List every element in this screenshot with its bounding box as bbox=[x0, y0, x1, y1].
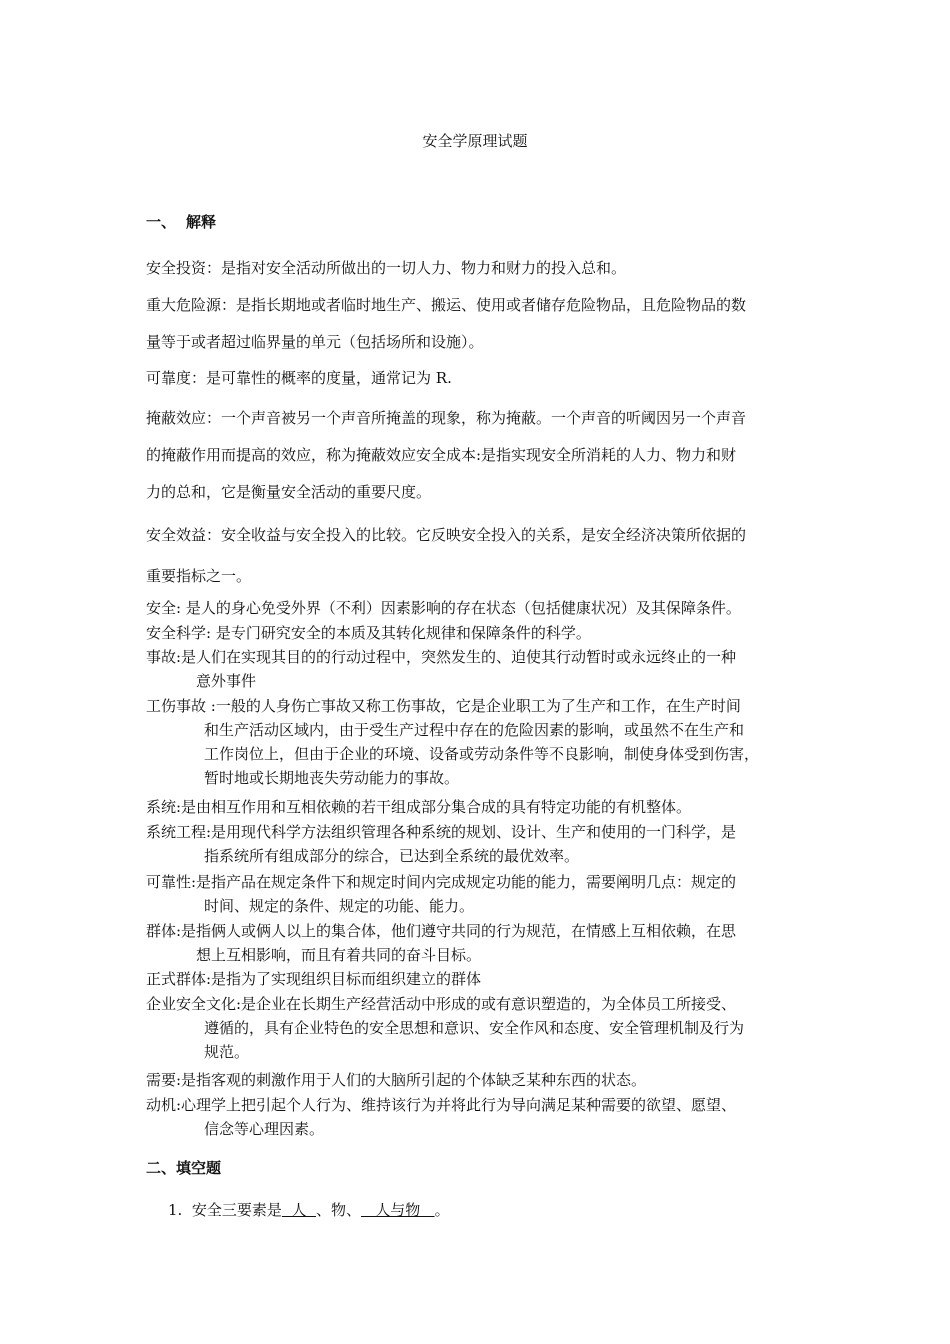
term-definition bbox=[146, 870, 811, 918]
term-definition bbox=[146, 919, 811, 967]
paragraph-line: 可靠度：是可靠性的概率的度量，通常记为 R. bbox=[146, 369, 452, 387]
definition-line: 群体:是指俩人或俩人以上的集合体，他们遵守共同的行为规范，在情感上互相依赖，在思 bbox=[146, 922, 737, 940]
definition-line: 可靠性:是指产品在规定条件下和规定时间内完成规定功能的能力，需要阐明几点：规定的 bbox=[146, 873, 737, 891]
definition-line: 安全: 是人的身心免受外界（不利）因素影响的存在状态（包括健康状况）及其保障条件。 bbox=[146, 599, 741, 617]
term-definition bbox=[146, 967, 811, 991]
fill-blank-answer: 人 bbox=[281, 1201, 316, 1219]
paragraph-line: 掩蔽效应：一个声音被另一个声音所掩盖的现象，称为掩蔽。一个声音的听阈因另一个声音 bbox=[146, 409, 747, 427]
section-number: 一、 bbox=[146, 213, 177, 231]
definition-line: 工作岗位上，但由于企业的环境、设备或劳动条件等不良影响，制使身体受到伤害， bbox=[204, 745, 760, 763]
definition-line: 信念等心理因素。 bbox=[204, 1120, 325, 1138]
paragraph-line: 重大危险源：是指长期地或者临时地生产、搬运、使用或者储存危险物品，且危险物品的数 bbox=[146, 296, 747, 314]
term-definition bbox=[146, 1068, 811, 1092]
definition-line: 正式群体:是指为了实现组织目标而组织建立的群体 bbox=[146, 970, 482, 988]
fill-blank-answer: 人与物 bbox=[360, 1201, 435, 1219]
definition-line: 工伤事故 :一般的人身伤亡事故又称工伤事故，它是企业职工为了生产和工作，在生产时间 bbox=[146, 697, 741, 715]
fill-item-1 bbox=[168, 1199, 450, 1221]
term-definition bbox=[146, 621, 811, 645]
term-definition bbox=[146, 694, 811, 790]
definition-paragraph bbox=[146, 517, 811, 595]
term-definition bbox=[146, 645, 811, 693]
definition-paragraph bbox=[146, 250, 811, 287]
definition-line: 系统:是由相互作用和互相依赖的若干组成部分集合成的具有特定功能的有机整体。 bbox=[146, 798, 692, 816]
paragraph-line: 安全效益：安全收益与安全投入的比较。它反映安全投入的关系，是安全经济决策所依据的 bbox=[146, 526, 747, 544]
definition-line: 指系统所有组成部分的综合，已达到全系统的最优效率。 bbox=[204, 847, 580, 865]
section-heading-fill-blank: 二、填空题 bbox=[146, 1159, 222, 1177]
definition-paragraph bbox=[146, 287, 811, 361]
section-heading-explanation bbox=[146, 211, 216, 233]
definition-line: 遵循的，具有企业特色的安全思想和意识、安全作风和态度、安全管理机制及行为 bbox=[204, 1019, 745, 1037]
definition-line: 动机:心理学上把引起个人行为、维持该行为并将此行为导向满足某种需要的欲望、愿望、 bbox=[146, 1096, 737, 1114]
term-definition bbox=[146, 596, 811, 620]
definition-paragraph bbox=[146, 400, 811, 511]
definition-line: 事故:是人们在实现其目的的行动过程中，突然发生的、迫使其行动暂时或永远终止的一种 bbox=[146, 648, 737, 666]
definition-line: 系统工程:是用现代科学方法组织管理各种系统的规划、设计、生产和使用的一门科学，是 bbox=[146, 823, 737, 841]
paragraph-line: 力的总和，它是衡量安全活动的重要尺度。 bbox=[146, 483, 432, 501]
section-label: 解释 bbox=[186, 213, 217, 231]
term-definition bbox=[146, 992, 811, 1064]
fill-item-middle: 、物、 bbox=[315, 1201, 361, 1219]
paragraph-line: 的掩蔽作用而提高的效应，称为掩蔽效应安全成本:是指实现安全所消耗的人力、物力和财 bbox=[146, 446, 737, 464]
term-definition bbox=[146, 795, 811, 819]
definition-line: 时间、规定的条件、规定的功能、能力。 bbox=[204, 897, 475, 915]
fill-item-number: 1. bbox=[168, 1201, 183, 1219]
definition-line: 规范。 bbox=[204, 1043, 250, 1061]
definition-line: 意外事件 bbox=[196, 672, 257, 690]
page-title: 安全学原理试题 bbox=[422, 132, 528, 150]
definition-line: 安全科学: 是专门研究安全的本质及其转化规律和保障条件的科学。 bbox=[146, 624, 591, 642]
term-definition bbox=[146, 1093, 811, 1141]
fill-item-prefix: 安全三要素是 bbox=[191, 1201, 282, 1219]
term-definition bbox=[146, 820, 811, 868]
paragraph-line: 量等于或者超过临界量的单元（包括场所和设施）。 bbox=[146, 333, 484, 351]
definition-line: 想上互相影响，而且有着共同的奋斗目标。 bbox=[196, 946, 482, 964]
paragraph-line: 安全投资：是指对安全活动所做出的一切人力、物力和财力的投入总和。 bbox=[146, 259, 627, 277]
definition-line: 和生产活动区域内，由于受生产过程中存在的危险因素的影响，或虽然不在生产和 bbox=[204, 721, 745, 739]
definition-line: 暂时地或长期地丧失劳动能力的事故。 bbox=[204, 769, 460, 787]
definition-line: 企业安全文化:是企业在长期生产经营活动中形成的或有意识塑造的，为全体员工所接受、 bbox=[146, 995, 737, 1013]
fill-item-suffix: 。 bbox=[434, 1201, 450, 1219]
definition-paragraph bbox=[146, 360, 811, 397]
definition-line: 需要:是指客观的刺激作用于人们的大脑所引起的个体缺乏某种东西的状态。 bbox=[146, 1071, 647, 1089]
paragraph-line: 重要指标之一。 bbox=[146, 567, 252, 585]
